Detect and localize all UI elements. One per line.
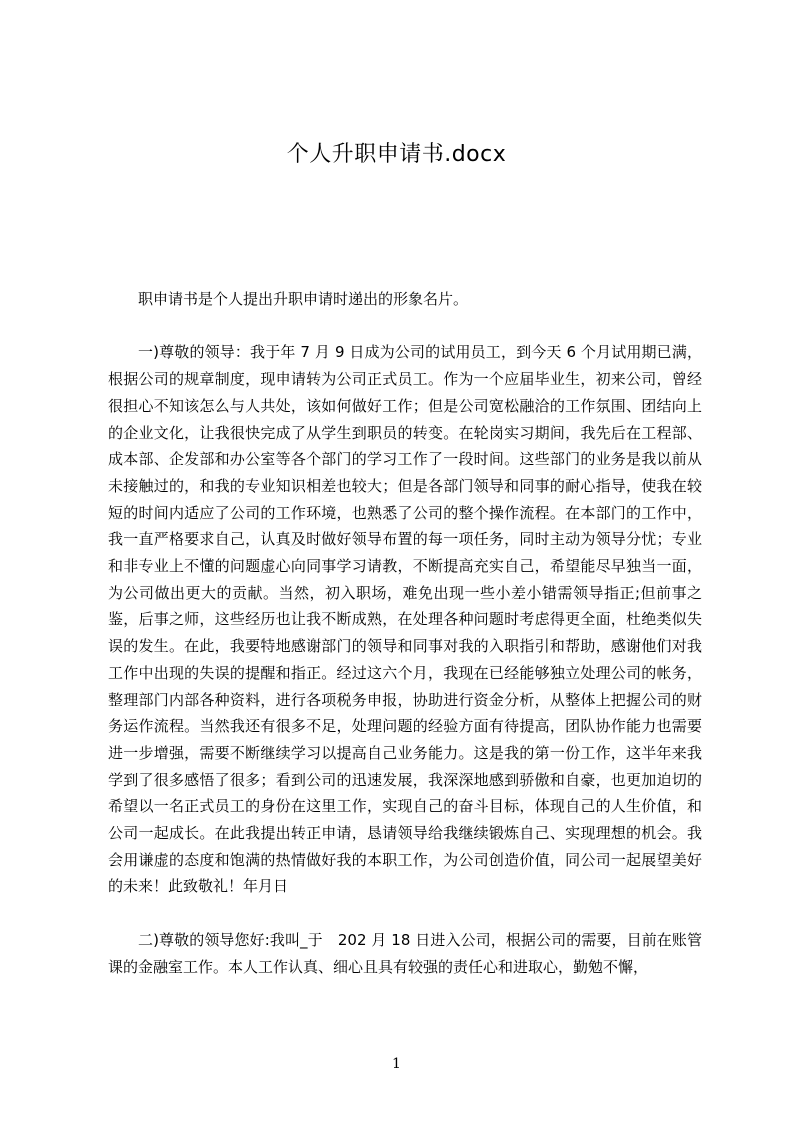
intro-paragraph: 职申请书是个人提出升职申请时递出的形象名片。 [138, 290, 469, 308]
paragraph-1: 一)尊敬的领导：我于年 7 月 9 日成为公司的试用员工，到今天 6 个月试用期已满，根据公司的规章制度，现申请转为公司正式员工。作为一个应届毕业生，初来公司，曾经很担心不知该怎么与人共处，该如何做好工作；但是公司宽松融洽的工作氛围、团结向上的企业文化，让我很快完成了从学生到职员的转变。在轮岗实习期间，我先后在工程部、成本部、企发部和办公室等各个部门的学习工作了一段时间。这些部门的业务是我以前从未接触过的，和我的专业知识相差也较大；但是各部门领导和同事的耐心指导，使我在较短的时间内适应了公司的工作环境，也熟悉了公司的整个操作流程。在本部门的工作中，我一直严格要求自己，认真及时做好领导布置的每一项任务，同时主动为领导分忧；专业和非专业上不懂的问题虚心向同事学习请教，不断提高充实自己，希望能尽早独当一面，为公司做出更大的贡献。当然，初入职场，难免出现一些小差小错需领导指正;但前事之鉴，后事之师，这些经历也让我不断成熟，在处理各种问题时考虑得更全面，杜绝类似失误的发生。在此，我要特地感谢部门的领导和同事对我的入职指引和帮助，感谢他们对我工作中出现的失误的提醒和指正。经过这六个月，我现在已经能够独立处理公司的帐务，整理部门内部各种资料，进行各项税务申报，协助进行资金分析，从整体上把握公司的财务运作流程。当然我还有很多不足，处理问题的经验方面有待提高，团队协作能力也需要进一步增强，需要不断继续学习以提高自己业务能力。这是我的第一份工作，这半年来我学到了很多感悟了很多；看到公司的迅速发展，我深深地感到骄傲和自豪，也更加迫切的希望以一名正式员工的身份在这里工作，实现自己的奋斗目标，体现自己的人生价值，和公司一起成长。在此我提出转正申请，恳请领导给我继续锻炼自己、实现理想的机会。我会用谦虚的态度和饱满的热情做好我的本职工作，为公司创造价值，同公司一起展望美好的未来！此致敬礼！年月日 [108, 343, 702, 896]
document-title: 个人升职申请书.docx [286, 142, 507, 167]
paragraph-2: 二)尊敬的领导您好:我叫_于 202 月 18 日进入公司，根据公司的需要，目前在账管课的金融室工作。本人工作认真、细心且具有较强的责任心和进取心，勤勉不懈， [108, 930, 702, 976]
document-body [108, 286, 702, 980]
page-number: 1 [392, 1056, 401, 1072]
